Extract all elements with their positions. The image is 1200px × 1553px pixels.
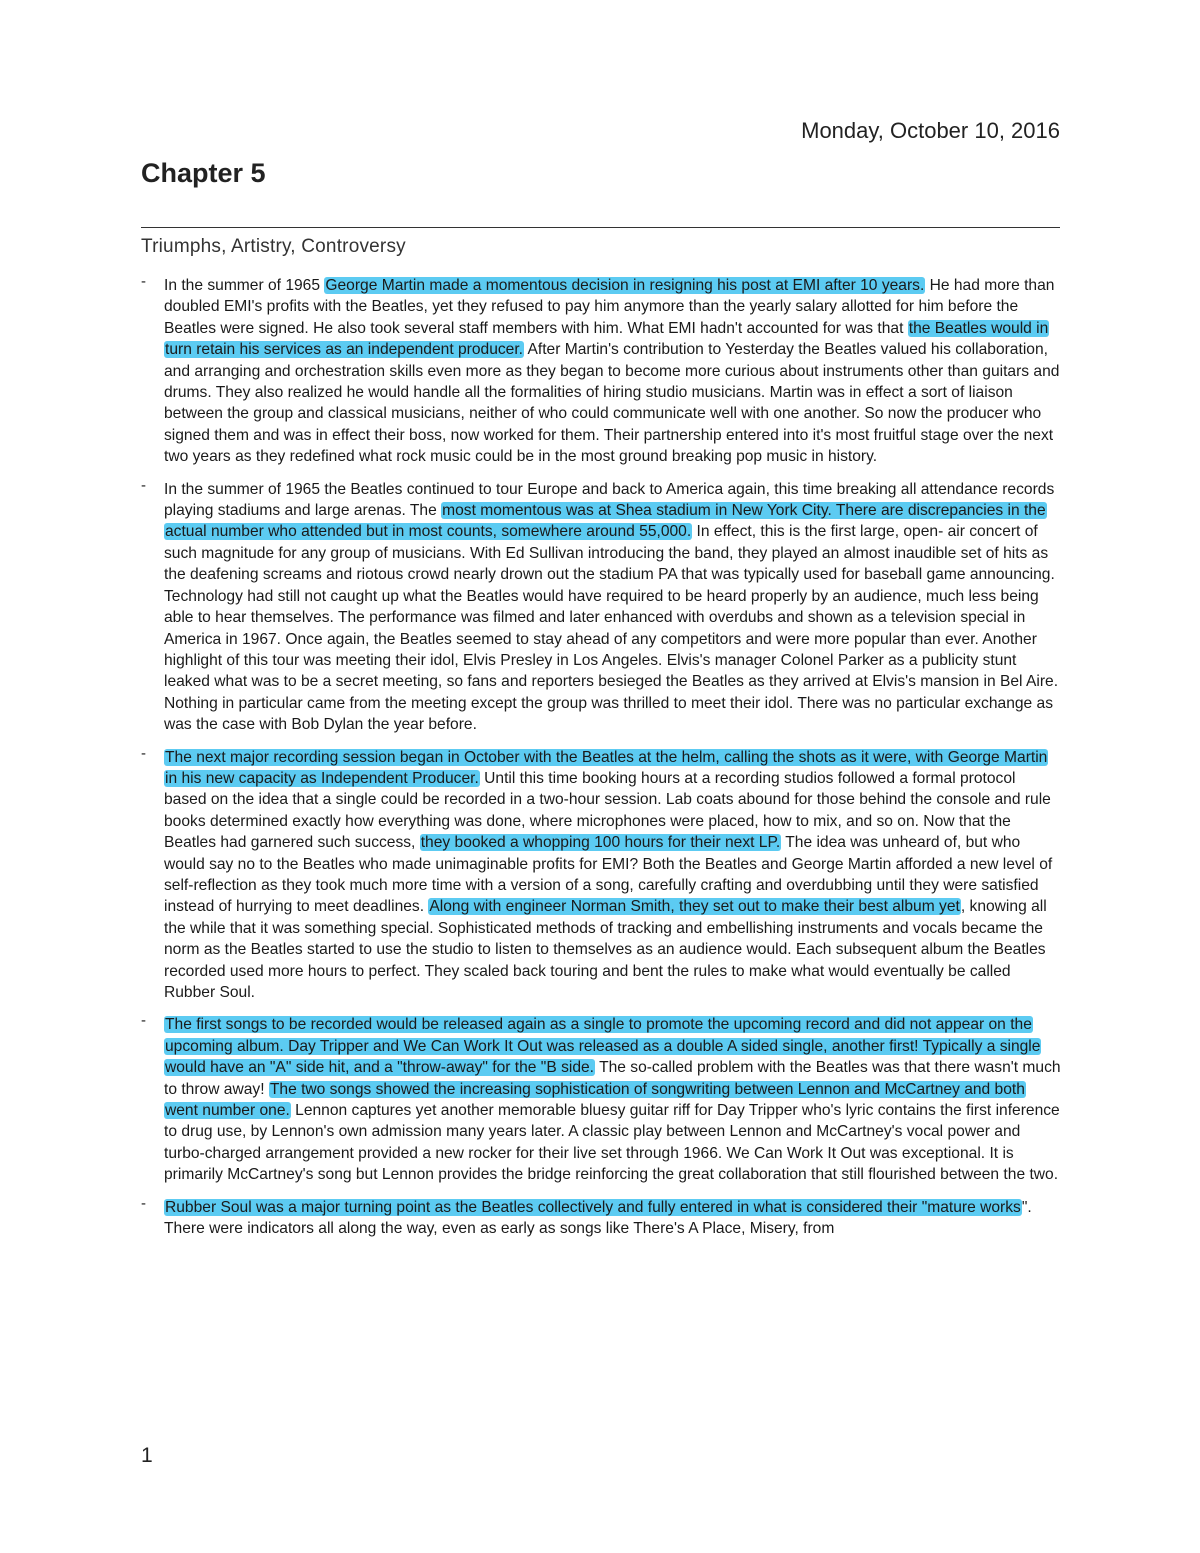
text-segment: , knowing all the while that it was something special. Sophisticated methods of tracking and embellishing instruments and vocals became the norm as the Beatles started to use the studio to listen to themselves as an audience would. Each subsequent album the Beatles recorded used more hours to perfect. They scaled back touring and bent the rules to make what would eventually be called Rubber Soul. — [164, 898, 1047, 1001]
text-segment: In the summer of 1965 the Beatles continued to tour Europe and back to America again, this time breaking all attendance records playing stadiums and large arenas. The — [164, 480, 1055, 520]
bullet-paragraph — [141, 476, 1061, 736]
text-segment: In the summer of 1965 — [164, 277, 325, 294]
text-segment: ". There were indicators all along the way, even as early as songs like There's A Place, Misery, from — [164, 1198, 1032, 1238]
highlighted-text: they booked a whopping 100 hours for their next LP. — [420, 834, 781, 852]
highlighted-text: The next major recording session began in October with the Beatles at the helm, calling the shots as it were, with George Martin in his new capacity as Independent Producer. — [165, 748, 1048, 787]
bullet-paragraph — [141, 744, 1061, 1004]
chapter-subtitle: Triumphs, Artistry, Controversy — [141, 236, 406, 257]
text-segment: In effect, this is the first large, open- air concert of such magnitude for any group of musicians. With Ed Sullivan introducing the band, they played an almost inaudible set of hits as the deafening screams and riotous crowd nearly drown out the stadium PA that was typically used for baseball game announcing. Technology had still not caught up what the Beatles would have required to be heard properly by an audience, much less being able to hear themselves. The performance was filmed and later enhanced with overdubs and shown as a television special in America in 1967. Once again, the Beatles seemed to stay ahead of any competitors and were more popular than ever. Another highlight of this tour was meeting their idol, Elvis Presley in Los Angeles. Elvis's manager Colonel Parker as a publicity stunt leaked what was to be a secret meeting, so fans and reporters besieged the Beatles as they arrived at Elvis's mansion in Bel Aire. Nothing in particular came from the meeting except the group was thrilled to meet their idol. There was no particular exchange as was the case with Bob Dylan the year before. — [164, 523, 1059, 734]
text-segment: Until this time booking hours at a recording studios followed a formal protocol based on the idea that a single could be recorded in a two-hour session. Lab coats abound for those behind the console and rule books determined exactly how everything was done, where microphones were placed, how to mix, and so on. Now that the Beatles had garnered such success, — [164, 769, 1051, 852]
bullet-dash: - — [141, 476, 146, 494]
chapter-title: Chapter 5 — [141, 158, 266, 188]
text-segment: The so-called problem with the Beatles was that there wasn't much to throw away! — [164, 1059, 1061, 1098]
highlighted-text: most momentous was at Shea stadium in New York City. There are discrepancies in the actual number who attended but in most counts, somewhere around 55,000. — [165, 502, 1046, 541]
bullet-dash: - — [141, 1012, 146, 1030]
title-divider — [141, 227, 1060, 228]
highlighted-text: The two songs showed the increasing sophistication of songwriting between Lennon and McCartney and both went number one. — [165, 1080, 1025, 1120]
bullet-dash: - — [141, 1194, 146, 1212]
bullet-paragraph — [141, 275, 1061, 468]
text-segment: He had more than doubled EMI's profits with the Beatles, yet they refused to pay him anymore than the yearly salary allotted for him before the Beatles were signed. He also took several staff members with him. What EMI hadn't accounted for was that — [164, 277, 1055, 337]
bullet-dash: - — [141, 744, 146, 762]
highlighted-text: Rubber Soul was a major turning point as the Beatles collectively and fully entered in what is considered their "mature works — [165, 1198, 1021, 1216]
bullet-paragraph — [141, 1014, 1061, 1185]
text-segment: Lennon captures yet another memorable bluesy guitar riff for Day Tripper who's lyric contains the first inference to drug use, by Lennon's own admission many years later. A classic play between Lennon and McCartney's vocal power and turbo-charged arrangement provided a new rocker for their live set through 1966. We Can Work It Out was exceptional. It is primarily McCartney's song but Lennon provides the bridge reinforcing the great collaboration that still flourished between the two. — [164, 1102, 1060, 1184]
highlighted-text: George Martin made a momentous decision in resigning his post at EMI after 10 years. — [325, 277, 925, 294]
page-number: 1 — [141, 1444, 153, 1467]
bullet-dash: - — [141, 273, 146, 290]
document-date: Monday, October 10, 2016 — [801, 118, 1060, 143]
text-segment: After Martin's contribution to Yesterday the Beatles valued his collaboration, and arranging and orchestration skills even more as they began to become more curious about instruments other than guitars and drums. They also realized he would handle all the formalities of hiring studio musicians. Martin was in effect a sort of liaison between the group and classical musicians, neither of who could communicate well with one another. So now the producer who signed them and was in effect their boss, now worked for them. Their partnership entered into it's most fruitful stage over the next two years as they redefined what rock music could be in the most ground breaking pop music in history. — [164, 341, 1060, 466]
bullet-paragraph — [141, 1194, 1061, 1240]
highlighted-text: the Beatles would in turn retain his services as an independent producer. — [165, 319, 1049, 359]
highlighted-text: The first songs to be recorded would be released again as a single to promote the upcoming record and did not appear on the upcoming album. Day Tripper and We Can Work It Out was released as a double A sided single, another first! Typically a single would have an "A" side hit, and a "throw-away" for the "B side. — [165, 1016, 1041, 1077]
highlighted-text: Along with engineer Norman Smith, they set out to make their best album yet — [429, 898, 960, 916]
bullet-list — [141, 275, 1061, 1250]
text-segment: The idea was unheard of, but who would say no to the Beatles who made unimaginable profits for EMI? Both the Beatles and George Martin afforded a new level of self-reflection as they took much more time with a version of a song, carefully crafting and overdubbing until they were satisfied instead of hurrying to meet deadlines. — [164, 834, 1053, 916]
